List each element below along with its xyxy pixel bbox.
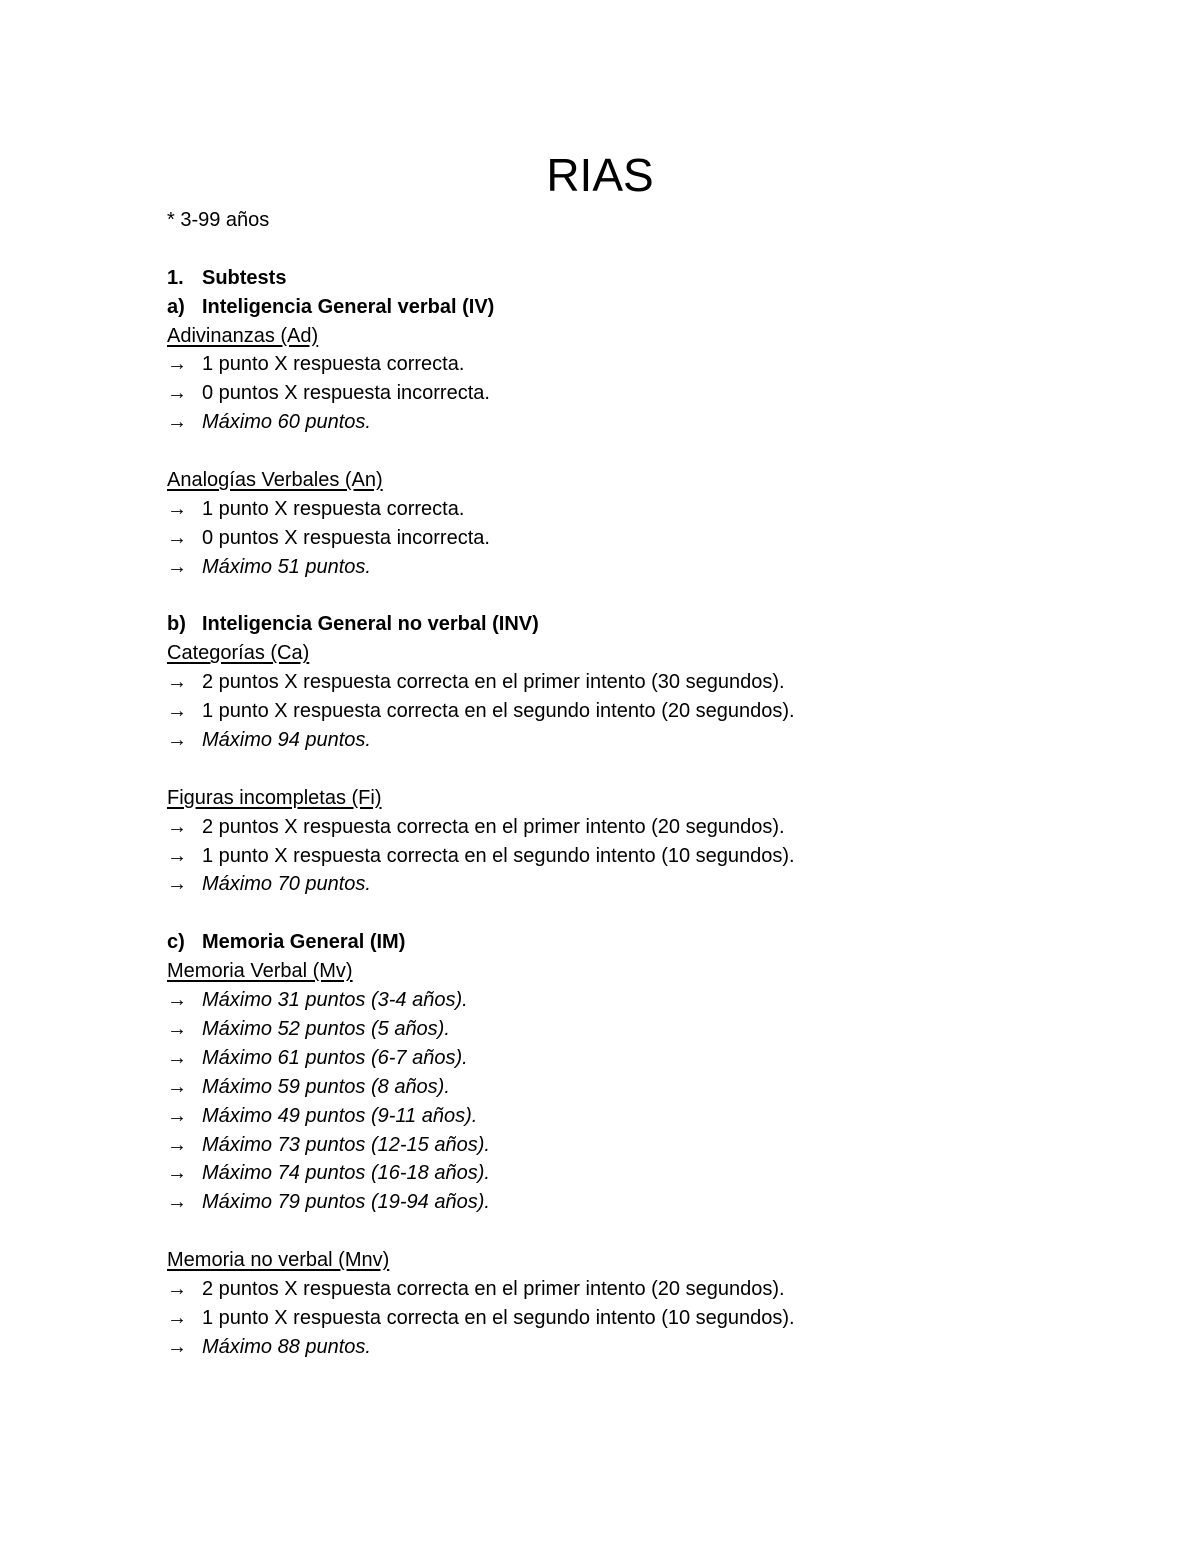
list-item [167, 1073, 1067, 1102]
list-item-text: 2 puntos X respuesta correcta en el primer intento (30 segundos). [202, 671, 785, 694]
spacer [167, 582, 1067, 611]
arrow-right-icon: → [167, 873, 187, 896]
list-item-text: Máximo 79 puntos (19-94 años). [202, 1191, 490, 1214]
arrow-right-icon: → [167, 1191, 187, 1214]
subtest-name-an: Analogías Verbales (An) [167, 469, 383, 492]
arrow-right-icon: → [167, 1162, 187, 1185]
list-item [167, 986, 1067, 1015]
arrow-right-icon: → [167, 382, 187, 405]
spacer [167, 1217, 1067, 1246]
block-letter: b) [167, 613, 186, 636]
section-number: 1. [167, 266, 184, 289]
spacer [167, 235, 1067, 264]
list-item-text: Máximo 52 puntos (5 años). [202, 1017, 450, 1040]
list-item [167, 495, 1067, 524]
arrow-right-icon: → [167, 671, 187, 694]
list-item [167, 842, 1067, 871]
list-item [167, 408, 1067, 437]
list-item [167, 1304, 1067, 1333]
arrow-right-icon: → [167, 729, 187, 752]
arrow-right-icon: → [167, 555, 187, 578]
list-item-text: Máximo 70 puntos. [202, 873, 371, 896]
list-item-text: 1 punto X respuesta correcta en el segundo intento (10 segundos). [202, 1306, 795, 1329]
list-item [167, 1333, 1067, 1362]
list-item [167, 1015, 1067, 1044]
list-item [167, 697, 1067, 726]
spacer [167, 755, 1067, 784]
subtest-name-mv: Memoria Verbal (Mv) [167, 960, 353, 983]
list-item-text: Máximo 60 puntos. [202, 411, 371, 434]
list-item-text: Máximo 59 puntos (8 años). [202, 1075, 450, 1098]
section-heading [167, 264, 1067, 293]
list-item-text: Máximo 94 puntos. [202, 729, 371, 752]
spacer [167, 437, 1067, 466]
subtest-name-fi: Figuras incompletas (Fi) [167, 786, 382, 809]
arrow-right-icon: → [167, 1104, 187, 1127]
list-item [167, 1159, 1067, 1188]
list-item-text: Máximo 51 puntos. [202, 555, 371, 578]
subtest-name-ca: Categorías (Ca) [167, 642, 310, 665]
arrow-right-icon: → [167, 989, 187, 1012]
arrow-right-icon: → [167, 497, 187, 520]
block-title: Memoria General (IM) [202, 931, 406, 954]
block-title: Inteligencia General verbal (IV) [202, 295, 495, 318]
list-item-text: 1 punto X respuesta correcta en el segundo intento (10 segundos). [202, 844, 795, 867]
list-item [167, 1131, 1067, 1160]
list-item [167, 1188, 1067, 1217]
document-body [167, 206, 1067, 1362]
list-item-text: Máximo 74 puntos (16-18 años). [202, 1162, 490, 1185]
section-title: Subtests [202, 266, 287, 289]
block-heading-c [167, 928, 1067, 957]
arrow-right-icon: → [167, 700, 187, 723]
list-item-text: 2 puntos X respuesta correcta en el primer intento (20 segundos). [202, 1277, 785, 1300]
arrow-right-icon: → [167, 353, 187, 376]
arrow-right-icon: → [167, 1017, 187, 1040]
list-item [167, 1044, 1067, 1073]
block-heading-b [167, 610, 1067, 639]
block-heading-a [167, 293, 1067, 322]
list-item [167, 870, 1067, 899]
arrow-right-icon: → [167, 1335, 187, 1358]
arrow-right-icon: → [167, 1046, 187, 1069]
list-item-text: Máximo 61 puntos (6-7 años). [202, 1046, 468, 1069]
document-title: RIAS [546, 149, 654, 201]
list-item [167, 668, 1067, 697]
arrow-right-icon: → [167, 844, 187, 867]
list-item [167, 813, 1067, 842]
list-item [167, 1102, 1067, 1131]
list-item-text: 1 punto X respuesta correcta. [202, 353, 465, 376]
age-range: * 3-99 años [167, 209, 270, 231]
block-letter: c) [167, 931, 185, 954]
arrow-right-icon: → [167, 1075, 187, 1098]
spacer [167, 899, 1067, 928]
arrow-right-icon: → [167, 815, 187, 838]
list-item-text: 1 punto X respuesta correcta en el segundo intento (20 segundos). [202, 700, 795, 723]
list-item-text: Máximo 31 puntos (3-4 años). [202, 989, 468, 1012]
list-item-text: Máximo 49 puntos (9-11 años). [202, 1104, 478, 1127]
list-item [167, 524, 1067, 553]
list-item-text: 2 puntos X respuesta correcta en el primer intento (20 segundos). [202, 815, 785, 838]
list-item [167, 726, 1067, 755]
arrow-right-icon: → [167, 1277, 187, 1300]
list-item [167, 350, 1067, 379]
subtest-name-ad: Adivinanzas (Ad) [167, 324, 319, 347]
list-item-text: Máximo 73 puntos (12-15 años). [202, 1133, 490, 1156]
arrow-right-icon: → [167, 526, 187, 549]
list-item [167, 379, 1067, 408]
block-letter: a) [167, 295, 185, 318]
arrow-right-icon: → [167, 1133, 187, 1156]
list-item [167, 553, 1067, 582]
arrow-right-icon: → [167, 411, 187, 434]
list-item [167, 1275, 1067, 1304]
subtest-name-mnv: Memoria no verbal (Mnv) [167, 1249, 390, 1272]
list-item-text: 1 punto X respuesta correcta. [202, 497, 465, 520]
list-item-text: Máximo 88 puntos. [202, 1335, 371, 1358]
list-item-text: 0 puntos X respuesta incorrecta. [202, 382, 490, 405]
block-title: Inteligencia General no verbal (INV) [202, 613, 539, 636]
list-item-text: 0 puntos X respuesta incorrecta. [202, 526, 490, 549]
arrow-right-icon: → [167, 1306, 187, 1329]
